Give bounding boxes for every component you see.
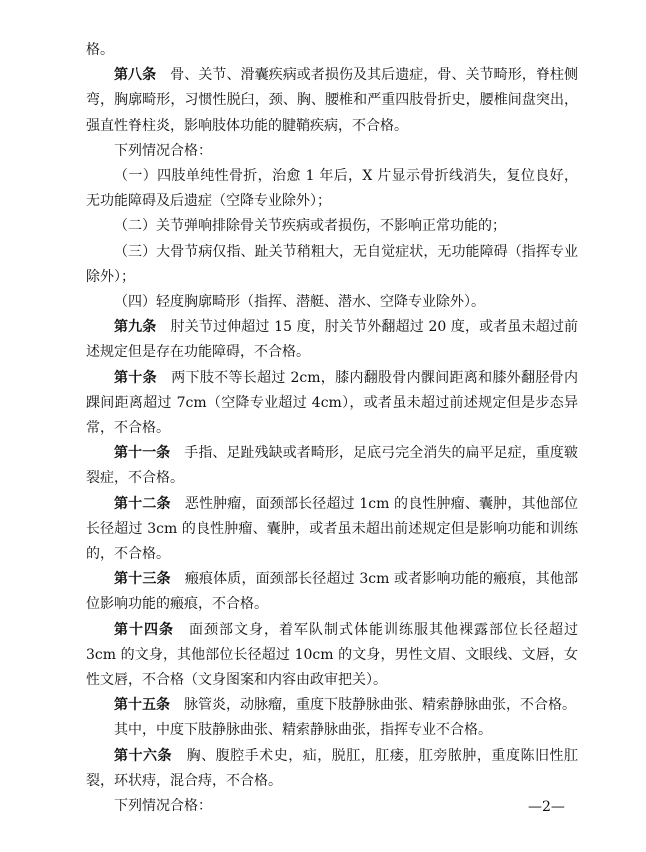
page-number: —2— [528,799,565,815]
article-number: 第八条 [114,67,157,84]
paragraph [86,240,578,290]
article-number: 第十六条 [114,747,173,764]
paragraph [86,214,578,239]
paragraph-text: 格。 [86,42,114,58]
paragraph-text: 下列情况合格： [114,142,212,159]
paragraph [86,718,578,743]
article-number: 第十四条 [114,621,174,638]
paragraph-text: （二）关节弹响排除骨关节疾病或者损伤，不影响正常功能的； [114,218,506,235]
paragraph [86,315,578,365]
paragraph-text: 面颈部文身，着军队制式体能训练服其他裸露部位长径超过 3cm 的文身，其他部位长径超过 10cm 的文身，男性文眉、文眼线、文唇，女性文唇，不合格（文身图案和内容由政审把关）。 [86,621,578,689]
paragraph-text: 恶性肿瘤，面颈部长径超过 1cm 的良性肿瘤、囊肿，其他部位长径超过 3cm 的良性肿瘤、囊肿，或者虽未超出前述规定但是影响功能和训练的，不合格。 [86,495,578,563]
paragraph [86,63,578,139]
paragraph-text: （四）轻度胸廓畸形（指挥、潜艇、潜水、空降专业除外）。 [114,294,485,311]
paragraph [86,164,578,214]
paragraph [86,38,578,63]
paragraph [86,693,578,718]
article-number: 第十三条 [114,571,171,588]
article-number: 第九条 [114,319,157,336]
paragraph [86,567,578,617]
paragraph-text: 两下肢不等长超过 2cm，膝内翻股骨内髁间距离和膝外翻胫骨内踝间距离超过 7cm（空降专业超过 4cm），或者虽未超过前述规定但是步态异常，不合格。 [86,369,578,437]
document-body [86,38,578,819]
paragraph-text: 瘢痕体质，面颈部长径超过 3cm 或者影响功能的瘢痕，其他部位影响功能的瘢痕，不合格。 [86,571,578,613]
article-number: 第十一条 [114,445,171,462]
paragraph [86,441,578,491]
paragraph-text: （三）大骨节病仅指、趾关节稍粗大，无自觉症状，无功能障碍（指挥专业除外）； [86,243,578,285]
paragraph [86,139,578,164]
paragraph [86,290,578,315]
paragraph [86,618,578,694]
paragraph [86,794,578,819]
article-number: 第十条 [114,369,157,386]
paragraph [86,492,578,568]
paragraph-text: （一）四肢单纯性骨折，治愈 1 年后，X 片显示骨折线消失，复位良好，无功能障碍及后遗症（空降专业除外）； [86,168,578,210]
paragraph-text: 胸、腹腔手术史，疝，脱肛，肛瘘，肛旁脓肿，重度陈旧性肛裂，环状痔，混合痔，不合格。 [86,747,579,789]
article-number: 第十五条 [114,697,170,714]
paragraph-text: 肘关节过伸超过 15 度，肘关节外翻超过 20 度，或者虽未超过前述规定但是存在功能障碍，不合格。 [86,319,579,361]
paragraph-text: 骨、关节、滑囊疾病或者损伤及其后遗症，骨、关节畸形，脊柱侧弯，胸廓畸形，习惯性脱臼，颈、胸、腰椎和严重四肢骨折史，腰椎间盘突出，强直性脊柱炎，影响肢体功能的腱鞘疾病，不合格。 [86,67,578,134]
article-number: 第十二条 [114,495,171,512]
paragraph [86,366,578,442]
paragraph [86,744,578,794]
paragraph-text: 下列情况合格： [114,798,212,815]
paragraph-text: 手指、足趾残缺或者畸形，足底弓完全消失的扁平足症，重度皲裂症，不合格。 [86,445,578,487]
paragraph-text: 脉管炎，动脉瘤，重度下肢静脉曲张、精索静脉曲张，不合格。 [170,697,576,714]
paragraph-text: 其中，中度下肢静脉曲张、精索静脉曲张，指挥专业不合格。 [114,722,492,739]
